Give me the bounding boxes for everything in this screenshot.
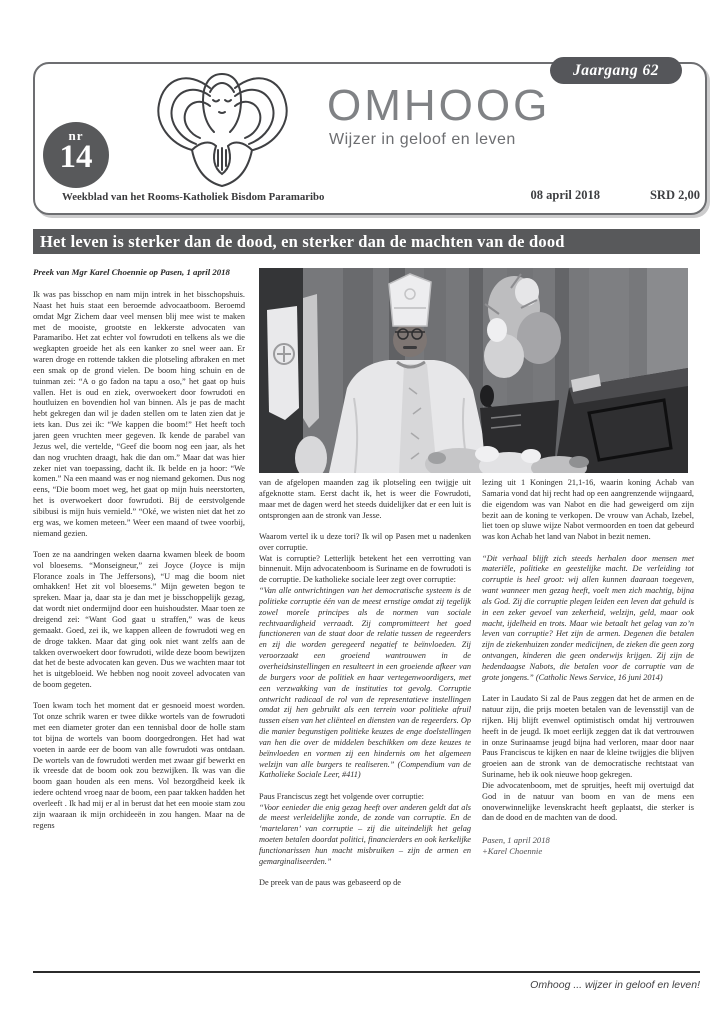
publication-tagline: Wijzer in geloof en leven: [329, 131, 516, 148]
signature-author: +Karel Choennie: [482, 846, 543, 857]
paragraph: van de afgelopen maanden zag ik plotseling een twijgje uit afgeknotte stam. Eerst dacht ik, het is weer die Fowrudoti, maar met de dagen werd het steeds duidelijker dat er een luit is ontsprongen aan de stronk van Jesse.: [259, 478, 471, 520]
paragraph: Paus Franciscus zegt het volgende over corruptie:: [259, 791, 424, 801]
volume-badge-label: Jaargang 62: [572, 61, 660, 79]
quote-paragraph: “Dit verhaal blijft zich steeds herhalen door mensen met materiële, politieke en geestelijke macht. De verleiding tot corruptie is heel groot: wij allen kunnen daaraan toegeven, want wanneer men gezag heeft, voelt men zich machtig, bijna als God. Zij die corruptie plegen leiden een leven dat gehuld is in een zeker gevoel van zekerheid, welzijn, geld, maar ook macht, ijdelheid en trots. Maar wie betaalt het gelag van zo’n leven van corruptie? Het zijn de armen. Degenen die betalen zijn de ziekenhuizen zonder medicijnen, de zieken die geen zorg ontvangen, kinderen die geen onderwijs krijgen. Zij zijn de hedendaagse Nabots, die betalen voor de corruptie van de grote jongens.” (Catholic News Service, 16 juni 2014): [482, 553, 694, 682]
article-headline-bar: [33, 229, 700, 254]
article-column-1: [33, 290, 245, 832]
quote-paragraph: “Voor eenieder die enig gezag heeft over anderen geldt dat als de meest verleidelijke zonde, de zonde van corruptie. En de ‘martelaren’ van corruptie – zij die uiteindelijk het gelag moeten betalen doordat politici, financierders en ook kerkelijke functionarissen hun macht misbruiken – zijn de armen en gemarginaliseerden.”: [259, 802, 471, 866]
paragraph: Toen ze na aandringen weken daarna kwamen bleek de boom vol bloesems. “Monseigneur,” zei Joyce (Joyce is mijn Florance zoals in The Jeffersons), “U mag die boom niet omhakken! Het zit vol bloesems.” Mijn geweten begon te spreken. Maar ja, daar sta je dan met je bisschoppelijk gezag, dat wordt niet ondermijnd door een huishoudster. Maar toen ze dreigend zei: “Want God gaat u straffen,” was de keus gemaakt. Goed, zei ik, we kappen alleen de fowrudoti weg en de droge takken. Maar dat ging ook niet want zelfs aan de takken overwoekert door fowrudoti, wilde deze boom bewijzen dat het de beste advocaten kan geven. Dus we wachten maar tot het is uitgebloeid. We hebben nog nooit zoveel advocaten van de boom gegeten.: [33, 549, 245, 690]
angel-logo-icon: [150, 66, 295, 203]
signature-date: Pasen, 1 april 2018: [482, 835, 550, 846]
article-signature: [482, 835, 694, 857]
issue-number: 14: [59, 139, 93, 175]
article-column-3: [482, 478, 694, 857]
issue-number-badge: [43, 122, 109, 188]
article-headline: Het leven is sterker dan de dood, en sterker dan de machten van de dood: [40, 231, 565, 251]
paragraph: Toen kwam toch het moment dat er gesnoeid moest worden. Tot onze schrik waren er twee dikke wortels van de fowrudoti met een diameter groter dan een tennisbal door de holle stam tot bijna de wortels van boom doorgedrongen. Het had wat voeten in aarde eer de boom van alle fowrudoti was ontdaan. De wortels van de fowrudoti werden met zwaar gif bewerkt en ik vreesde dat de boom ook zou bezwijken. Ik was van die boom gaan houden als een mens. Vol bezorgdheid keek ik iedere ochtend vroeg naar de boom, een paar takken hadden het overleeft . Ik had mij er al in berust dat het een mooie stam zou zijn waaraan ik mijn orchideeën in zou hangen. Maar na de regens: [33, 701, 245, 830]
publisher-line: Weekblad van het Rooms-Katholiek Bisdom Paramaribo: [62, 191, 325, 203]
issue-price: SRD 2,00: [649, 188, 700, 202]
issue-date: 08 april 2018: [530, 188, 600, 202]
paragraph: Later in Laudato Si zal de Paus zeggen dat het de armen en de natuur zijn, die prijs moeten betalen van de levensstijl van de rijken. Hij blijft evenwel optimistisch omdat hij vertrouwen heeft in de jeugd. Ik moet eerlijk zeggen dat ik dat vertrouwen in onze Surinaamse jeugd bijna had verloren, maar door naar Paus Franciscus te kijken en naar de kleine twijgjes die blijven groeien aan de stronk van de democratische rechtstaat van Suriname, heb ik ook nieuwe hoop gekregen.: [482, 694, 694, 780]
paragraph: Waarom vertel ik u deze tori? Ik wil op Pasen met u nadenken over corruptie.: [259, 531, 471, 552]
footer-rule: [33, 971, 700, 973]
paragraph: Die advocatenboom, met de spruitjes, heeft mij overtuigd dat God in de natuur van boom en van de mens een onoverwinnelijke levenskracht heeft geplaatst, die sterker is dan de dood en de machten van de dood.: [482, 780, 694, 823]
paragraph: Ik was pas bisschop en nam mijn intrek in het bisschopshuis. Naast het huis staat een beroemde advocaatboom. Beroemd omdat Mgr Zichem daar veel mensen blij mee wist te maken met de mooiste, grootste en lekkerste advocaten van Paramaribo. Het zat echter vol fowrudoti en telkens als we die wegkapten groeide het als een kanker zo snel weer aan. Er waren droge en rottende takken die plotseling afbraken en met een smak op de grond vielen. De boom hing schuin en de tuinman zei: “A o go fadon na tapu a oso,” het gaat op huis vallen. Het is oud en ziek, overwoekert door fowrudoti en houtluizen en bovendien hol van binnen. Als je pas de macht hebt gekregen dan wil je daden stellen om te laten zien dat je iets kan. Dus zei ik: “We kappen die boom!” Het heeft toch jaren geen vruchten meer gegeven. Ik kende de parabel van Jezus wel, die vertelde, “Geef die boom nog een jaar, als het dan nog vruchten draagt, hak die dan om.” Maar dat was hier zeker niet van toepassing, dacht ik. Ik belde en ja hoor: “We komen.” Na een maand was er nog niemand gekomen. Dus nog eens, “Die boom moet weg, het gaat op mijn huis neerstorten, het is overwoekert door fowrudoti. Bij de eerstvolgende sibibusi is mijn huis vernield.” “Oké, we wisten niet dat het zo erg was, we komen meteen.” Weer een maand of twee voorbij, niemand gezien.: [33, 290, 245, 538]
paragraph: Wat is corruptie? Letterlijk betekent het een verrotting van binnenuit. Mijn advocatenboom is Suriname en de fowrudoti is de corruptie. De katholieke sociale leer zegt over corruptie:: [259, 553, 471, 585]
footer-slogan: Omhoog ... wijzer in geloof en leven!: [530, 979, 700, 991]
paragraph: De preek van de paus was gebaseerd op de: [259, 878, 401, 888]
issue-label: nr: [68, 128, 84, 143]
volume-badge: [550, 57, 682, 84]
article-photo: [259, 268, 688, 473]
article-column-2: [259, 478, 471, 889]
paragraph: lezing uit 1 Koningen 21,1-16, waarin koning Achab van Samaria vond dat hij recht had op een aangrenzende wijngaard, die eigendom was van Nabot en die had geweigerd om zijn bezit aan de koning te verkopen. De vrouw van Achab, Izebel, liet toen op sluwe wijze Nabot vermoorden en toen dat gebeurd was kon Achab het land van Nabot in bezit nemen.: [482, 478, 694, 542]
article-byline: Preek van Mgr Karel Choennie op Pasen, 1 april 2018: [33, 267, 230, 277]
quote-paragraph: “Van alle ontwrichtingen van het democratische systeem is de politieke corruptie één van de meest ernstige omdat zij tegelijk zowel morele principes als de normen van sociale rechtvaardigheid verraadt. Zij compromitteert het goed functioneren van de staat door de relatie tussen de regeerders en zij die worden geregeerd negatief te beïnvloeden. Zij veroorzaakt een groeiend wantrouwen in de overheidsinstellingen en resulteert in een groeiende afkeer van de burgers voor de politiek en haar vertegenwoordigers, met een verzwakking van de instituties tot gevolg. Corruptie ontwricht radicaal de rol van de representatieve instellingen omdat zij hen gebruikt als een terrein voor politieke afruil tussen eisen van het cliënteel en diensten van de regeerders. Op die manier begunstigen politieke keuzes de enge doelstellingen van hen die over de middelen beschikken om deze keuzes te beïnvloeden en vormen zij een hindernis om het algemeen welzijn van alle burgers te realiseren.” (Compendium van de Katholieke Sociale Leer, #411): [259, 586, 471, 780]
publication-title: OMHOOG: [327, 81, 551, 130]
